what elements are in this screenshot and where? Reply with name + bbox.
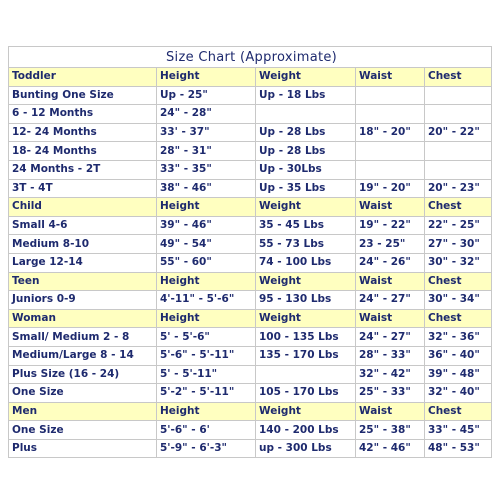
table-cell: 22" - 25"	[425, 217, 491, 235]
column-header: Chest	[425, 310, 491, 328]
table-cell: 18" - 20"	[356, 124, 424, 142]
table-cell: Up - 35 Lbs	[256, 180, 355, 198]
section-title: Teen	[9, 273, 156, 291]
table-row	[9, 161, 491, 179]
table-cell: 35 - 45 Lbs	[256, 217, 355, 235]
table-row	[9, 180, 491, 198]
size-name-cell: Small/ Medium 2 - 8	[9, 328, 156, 346]
table-cell: 25" - 33"	[356, 384, 424, 402]
section-header-row	[9, 403, 491, 421]
size-name-cell: 12- 24 Months	[9, 124, 156, 142]
table-cell: Up - 30Lbs	[256, 161, 355, 179]
table-row	[9, 440, 491, 458]
table-row	[9, 291, 491, 309]
chart-title: Size Chart (Approximate)	[9, 47, 491, 67]
column-header: Height	[157, 68, 255, 86]
table-cell	[425, 87, 491, 105]
size-name-cell: Juniors 0-9	[9, 291, 156, 309]
size-name-cell: 24 Months - 2T	[9, 161, 156, 179]
table-cell: 33" - 35"	[157, 161, 255, 179]
table-cell: 33" - 45"	[425, 421, 491, 439]
size-name-cell: 6 - 12 Months	[9, 105, 156, 123]
column-header: Weight	[256, 68, 355, 86]
table-cell	[425, 161, 491, 179]
column-header: Waist	[356, 273, 424, 291]
table-cell: 24" - 27"	[356, 328, 424, 346]
column-header: Waist	[356, 68, 424, 86]
table-cell: 49" - 54"	[157, 235, 255, 253]
column-header: Weight	[256, 273, 355, 291]
table-row	[9, 105, 491, 123]
table-cell	[425, 142, 491, 160]
table-cell: 5' - 5'-6"	[157, 328, 255, 346]
table-cell: 135 - 170 Lbs	[256, 347, 355, 365]
table-cell: 24" - 28"	[157, 105, 255, 123]
table-row	[9, 124, 491, 142]
table-cell: 55" - 60"	[157, 254, 255, 272]
table-cell: 20" - 23"	[425, 180, 491, 198]
table-cell: 36" - 40"	[425, 347, 491, 365]
table-cell	[356, 161, 424, 179]
title-row	[9, 47, 491, 67]
column-header: Weight	[256, 310, 355, 328]
size-name-cell: Small 4-6	[9, 217, 156, 235]
column-header: Waist	[356, 310, 424, 328]
table-cell: Up - 25"	[157, 87, 255, 105]
column-header: Waist	[356, 198, 424, 216]
column-header: Chest	[425, 273, 491, 291]
table-cell: 32" - 40"	[425, 384, 491, 402]
column-header: Weight	[256, 403, 355, 421]
size-name-cell: Large 12-14	[9, 254, 156, 272]
table-cell: 24" - 26"	[356, 254, 424, 272]
size-name-cell: One Size	[9, 421, 156, 439]
section-header-row	[9, 198, 491, 216]
section-title: Child	[9, 198, 156, 216]
size-name-cell: One Size	[9, 384, 156, 402]
column-header: Height	[157, 273, 255, 291]
table-cell: 55 - 73 Lbs	[256, 235, 355, 253]
table-row	[9, 217, 491, 235]
table-cell: 42" - 46"	[356, 440, 424, 458]
size-name-cell: 18- 24 Months	[9, 142, 156, 160]
table-cell: 4'-11" - 5'-6"	[157, 291, 255, 309]
column-header: Chest	[425, 198, 491, 216]
table-cell: 28" - 33"	[356, 347, 424, 365]
table-cell: 32" - 36"	[425, 328, 491, 346]
table-cell: Up - 28 Lbs	[256, 124, 355, 142]
table-cell: 32" - 42"	[356, 366, 424, 384]
table-row	[9, 328, 491, 346]
table-cell: 33' - 37"	[157, 124, 255, 142]
table-cell: 19" - 20"	[356, 180, 424, 198]
table-cell: 39" - 48"	[425, 366, 491, 384]
table-cell: 48" - 53"	[425, 440, 491, 458]
table-cell: 39" - 46"	[157, 217, 255, 235]
section-title: Men	[9, 403, 156, 421]
size-name-cell: Medium/Large 8 - 14	[9, 347, 156, 365]
table-row	[9, 254, 491, 272]
section-title: Toddler	[9, 68, 156, 86]
table-cell: 5'-2" - 5'-11"	[157, 384, 255, 402]
section-header-row	[9, 68, 491, 86]
table-cell: 140 - 200 Lbs	[256, 421, 355, 439]
section-title: Woman	[9, 310, 156, 328]
size-name-cell: Plus	[9, 440, 156, 458]
table-row	[9, 235, 491, 253]
table-cell: 24" - 27"	[356, 291, 424, 309]
column-header: Height	[157, 310, 255, 328]
table-cell	[356, 142, 424, 160]
table-cell: 5'-9" - 6'-3"	[157, 440, 255, 458]
column-header: Height	[157, 403, 255, 421]
table-cell: 5'-6" - 5'-11"	[157, 347, 255, 365]
column-header: Waist	[356, 403, 424, 421]
table-cell: 28" - 31"	[157, 142, 255, 160]
table-cell: up - 300 Lbs	[256, 440, 355, 458]
table-cell: 105 - 170 Lbs	[256, 384, 355, 402]
table-cell: 74 - 100 Lbs	[256, 254, 355, 272]
table-cell: 5'-6" - 6'	[157, 421, 255, 439]
table-row	[9, 384, 491, 402]
table-row	[9, 87, 491, 105]
table-cell: 23 - 25"	[356, 235, 424, 253]
table-row	[9, 366, 491, 384]
table-cell	[356, 87, 424, 105]
column-header: Weight	[256, 198, 355, 216]
size-name-cell: Bunting One Size	[9, 87, 156, 105]
table-cell: 20" - 22"	[425, 124, 491, 142]
table-cell: 38" - 46"	[157, 180, 255, 198]
size-name-cell: Medium 8-10	[9, 235, 156, 253]
table-cell	[356, 105, 424, 123]
table-cell	[425, 105, 491, 123]
table-cell: 25" - 38"	[356, 421, 424, 439]
column-header: Chest	[425, 68, 491, 86]
table-cell	[256, 105, 355, 123]
table-cell: Up - 18 Lbs	[256, 87, 355, 105]
column-header: Height	[157, 198, 255, 216]
table-cell: Up - 28 Lbs	[256, 142, 355, 160]
section-header-row	[9, 273, 491, 291]
table-cell: 30" - 34"	[425, 291, 491, 309]
table-cell	[256, 366, 355, 384]
table-row	[9, 142, 491, 160]
section-header-row	[9, 310, 491, 328]
table-cell: 5' - 5'-11"	[157, 366, 255, 384]
table-cell: 100 - 135 Lbs	[256, 328, 355, 346]
table-cell: 30" - 32"	[425, 254, 491, 272]
table-row	[9, 421, 491, 439]
size-chart-table	[8, 46, 492, 458]
table-row	[9, 347, 491, 365]
table-cell: 27" - 30"	[425, 235, 491, 253]
table-cell: 95 - 130 Lbs	[256, 291, 355, 309]
column-header: Chest	[425, 403, 491, 421]
size-name-cell: Plus Size (16 - 24)	[9, 366, 156, 384]
size-name-cell: 3T - 4T	[9, 180, 156, 198]
table-cell: 19" - 22"	[356, 217, 424, 235]
